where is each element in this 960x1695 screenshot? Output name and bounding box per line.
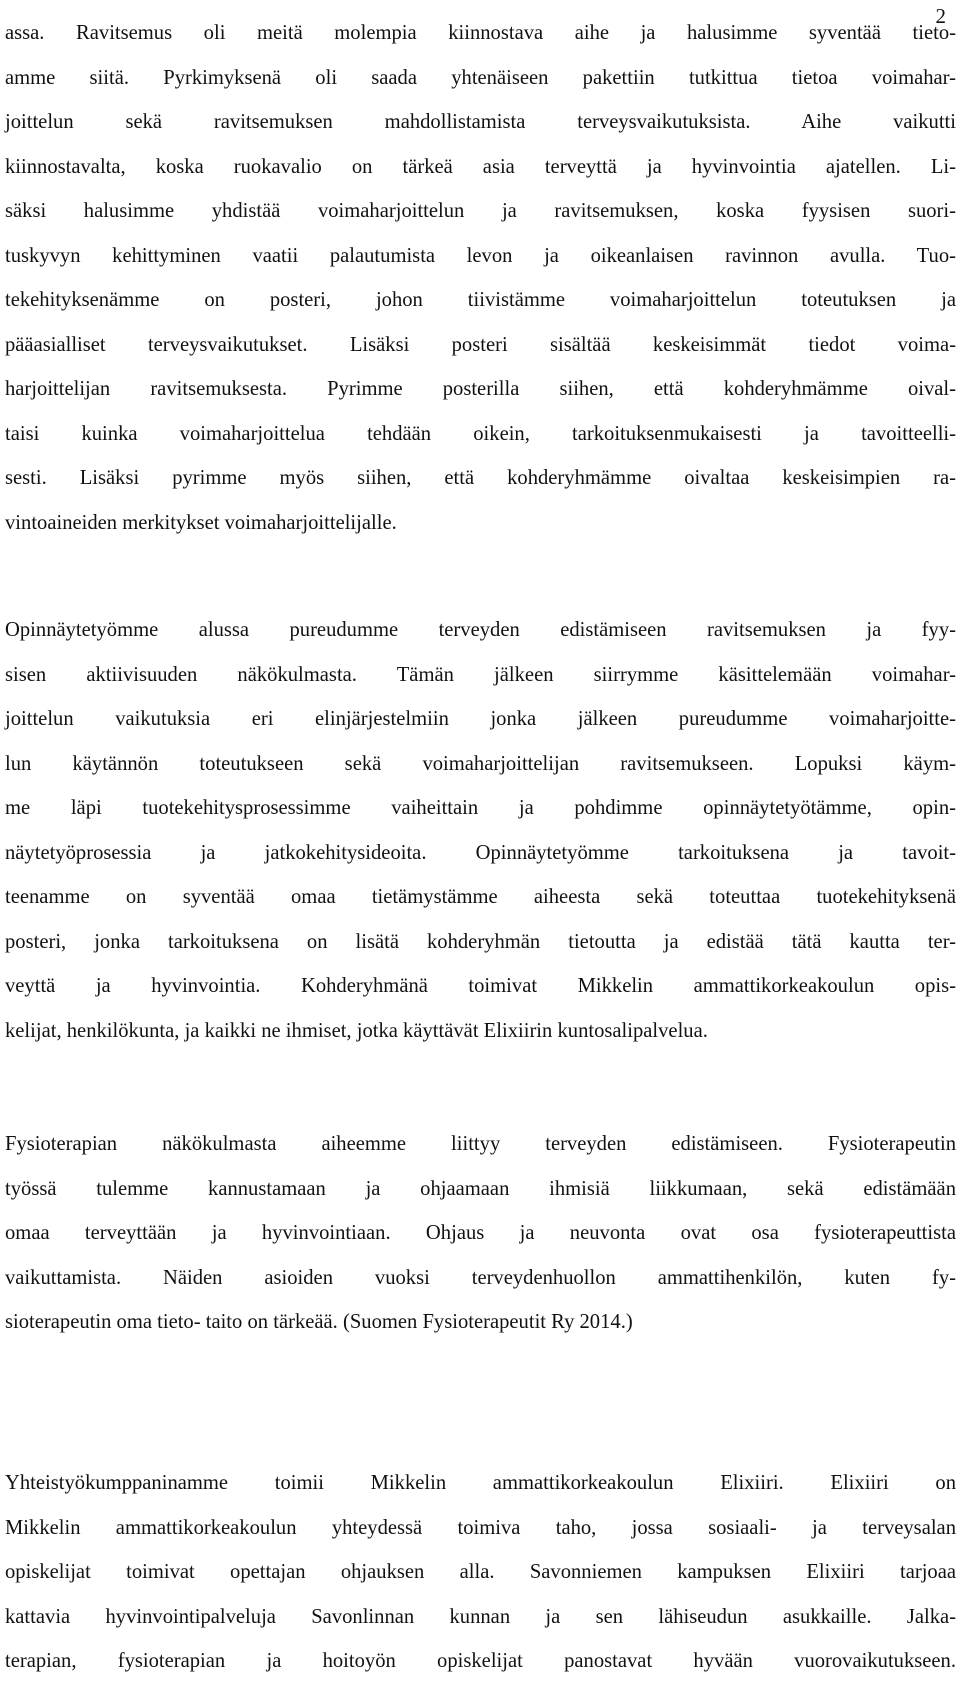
text-line: kattavia hyvinvointipalveluja Savonlinnan kunnan ja sen lähiseudun asukkaille. Jalka- (5, 1605, 956, 1628)
text-line: me läpi tuotekehitysprosessimme vaiheittain ja pohdimme opinnäytetyötämme, opin- (5, 797, 956, 819)
text-line: vintoaineiden merkitykset voimaharjoittelijalle. (5, 511, 397, 534)
text-line: kelijat, henkilökunta, ja kaikki ne ihmiset, jotka käyttävät Elixiirin kuntosalipalvelua. (5, 1019, 708, 1042)
paragraph-4 (5, 1461, 956, 1684)
text-line: veyttä ja hyvinvointia. Kohderyhmänä toimivat Mikkelin ammattikorkeakoulun opis- (5, 975, 956, 997)
paragraph-1 (5, 11, 956, 545)
text-line: joittelun sekä ravitsemuksen mahdollistamista terveysvaikutuksista. Aihe vaikutti (5, 111, 956, 133)
paragraph-2 (5, 608, 956, 1053)
text-line: näytetyöprosessia ja jatkokehitysideoita. Opinnäytetyömme tarkoituksena ja tavoit- (5, 841, 956, 864)
text-line: assa. Ravitsemus oli meitä molempia kiinnostava aihe ja halusimme syventää tieto- (5, 22, 956, 44)
page-number: 2 (935, 4, 946, 28)
paragraph-3 (5, 1122, 956, 1345)
text-line: sisen aktiivisuuden näkökulmasta. Tämän jälkeen siirrymme käsittelemään voimahar- (5, 663, 956, 686)
text-line: amme siitä. Pyrkimyksenä oli saada yhtenäiseen pakettiin tutkittua tietoa voimahar- (5, 66, 956, 89)
text-line: terapian, fysioterapian ja hoitoyön opiskelijat panostavat hyvään vuorovaikutukseen. (5, 1650, 956, 1672)
text-line: kiinnostavalta, koska ruokavalio on tärkeä asia terveyttä ja hyvinvointia ajatellen. Li- (5, 155, 956, 178)
text-line: tekehityksenämme on posteri, johon tiivistämme voimaharjoittelun toteutuksen ja (5, 289, 956, 311)
text-line: sesti. Lisäksi pyrimme myös siihen, että kohderyhmämme oivaltaa keskeisimpien ra- (5, 467, 956, 489)
text-line: joittelun vaikutuksia eri elinjärjestelmiin jonka jälkeen pureudumme voimaharjoitte- (5, 708, 956, 730)
text-line: harjoittelijan ravitsemuksesta. Pyrimme posterilla siihen, että kohderyhmämme oival- (5, 378, 956, 400)
text-line: lun käytännön toteutukseen sekä voimaharjoittelijan ravitsemukseen. Lopuksi käym- (5, 752, 956, 775)
text-line: taisi kuinka voimaharjoittelua tehdään oikein, tarkoituksenmukaisesti ja tavoitteelli- (5, 422, 956, 445)
text-line: pääasialliset terveysvaikutukset. Lisäksi posteri sisältää keskeisimmät tiedot voima- (5, 333, 956, 356)
text-line: tuskyvyn kehittyminen vaatii palautumista levon ja oikeanlaisen ravinnon avulla. Tuo- (5, 244, 956, 267)
text-line: Opinnäytetyömme alussa pureudumme terveyden edistämiseen ravitsemuksen ja fyy- (5, 619, 956, 641)
text-line: vaikuttamista. Näiden asioiden vuoksi terveydenhuollon ammattihenkilön, kuten fy- (5, 1266, 956, 1289)
text-line: opiskelijat toimivat opettajan ohjauksen alla. Savonniemen kampuksen Elixiiri tarjoaa (5, 1561, 956, 1583)
text-line: Fysioterapian näkökulmasta aiheemme liittyy terveyden edistämiseen. Fysioterapeutin (5, 1133, 956, 1155)
text-line: säksi halusimme yhdistää voimaharjoittelun ja ravitsemuksen, koska fyysisen suori- (5, 200, 956, 222)
text-line: työssä tulemme kannustamaan ja ohjaamaan ihmisiä liikkumaan, sekä edistämään (5, 1177, 956, 1200)
text-line: omaa terveyttään ja hyvinvointiaan. Ohjaus ja neuvonta ovat osa fysioterapeuttista (5, 1222, 956, 1244)
text-line: teenamme on syventää omaa tietämystämme aiheesta sekä toteuttaa tuotekehityksenä (5, 886, 956, 908)
text-line: sioterapeutin oma tieto- taito on tärkeää. (Suomen Fysioterapeutit Ry 2014.) (5, 1311, 633, 1333)
text-line: Yhteistyökumppaninamme toimii Mikkelin ammattikorkeakoulun Elixiiri. Elixiiri on (5, 1472, 956, 1494)
text-line: posteri, jonka tarkoituksena on lisätä kohderyhmän tietoutta ja edistää tätä kautta ter- (5, 930, 956, 953)
text-line: Mikkelin ammattikorkeakoulun yhteydessä toimiva taho, jossa sosiaali- ja terveysalan (5, 1516, 956, 1539)
